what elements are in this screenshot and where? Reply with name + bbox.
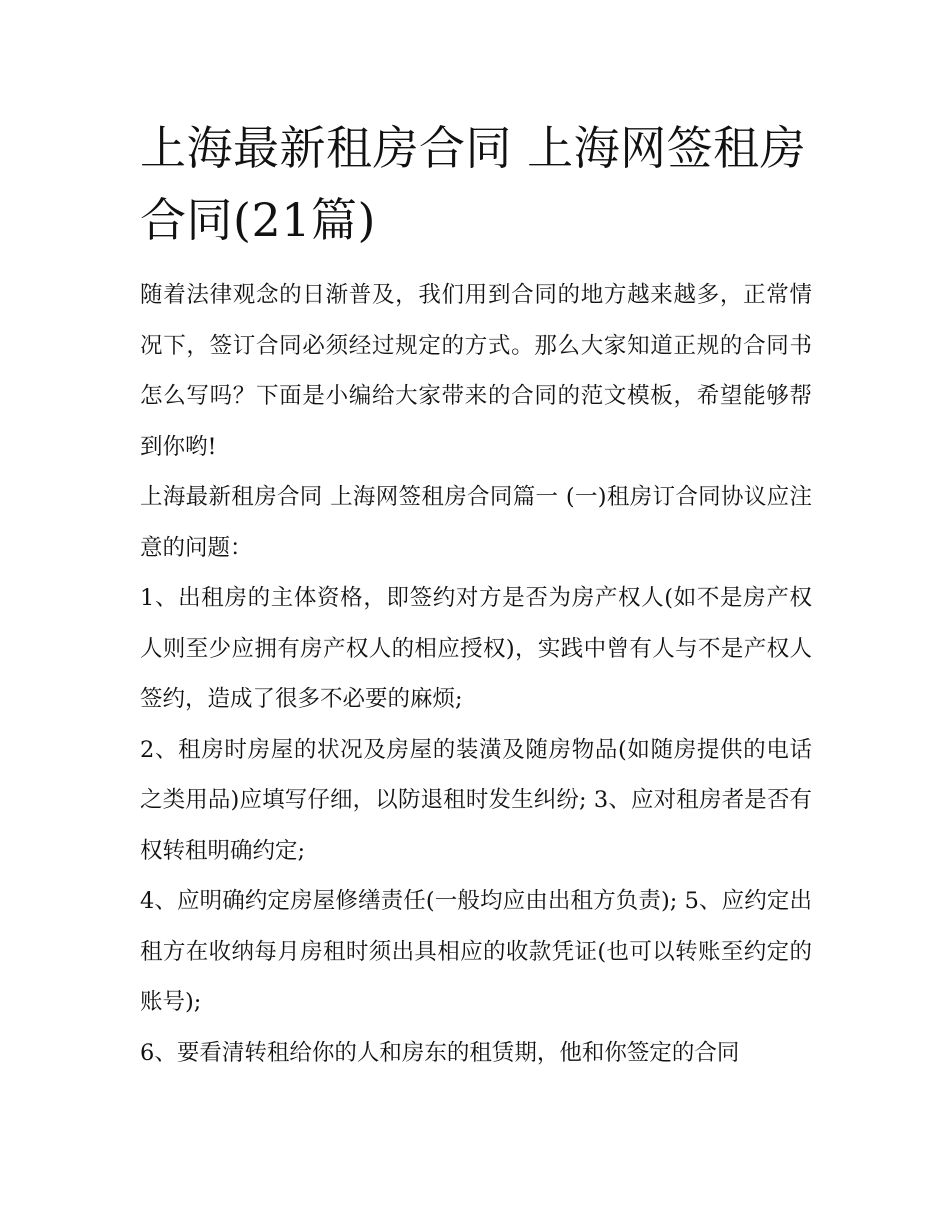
- clause-paragraph-2-3: 2、租房时房屋的状况及房屋的装潢及随房物品(如随房提供的电话之类用品)应填写仔细，以防退租时发生纠纷; 3、应对租房者是否有权转租明确约定;: [140, 736, 812, 864]
- clause-paragraph-6: 6、要看清转租给你的人和房东的租赁期，他和你签定的合同: [140, 1039, 740, 1066]
- clause-paragraph-4-5: 4、应明确约定房屋修缮责任(一般均应由出租方负责); 5、应约定出租方在收纳每月房租时须出具相应的收款凭证(也可以转账至约定的账号);: [140, 888, 812, 1015]
- section-heading-paragraph: 上海最新租房合同 上海网签租房合同篇一 (一)租房订合同协议应注意的问题：: [140, 484, 812, 561]
- intro-paragraph: 随着法律观念的日渐普及，我们用到合同的地方越来越多，正常情况下，签订合同必须经过规定的方式。那么大家知道正规的合同书怎么写吗？下面是小编给大家带来的合同的范文模板，希望能够帮到你哟!: [140, 282, 812, 460]
- page-title: 上海最新租房合同 上海网签租房合同(21篇): [140, 121, 807, 247]
- document-body: [140, 112, 812, 1078]
- clause-paragraph-1: 1、出租房的主体资格，即签约对方是否为房产权人(如不是房产权人则至少应拥有房产权人的相应授权)，实践中曾有人与不是产权人签约，造成了很多不必要的麻烦;: [140, 585, 812, 712]
